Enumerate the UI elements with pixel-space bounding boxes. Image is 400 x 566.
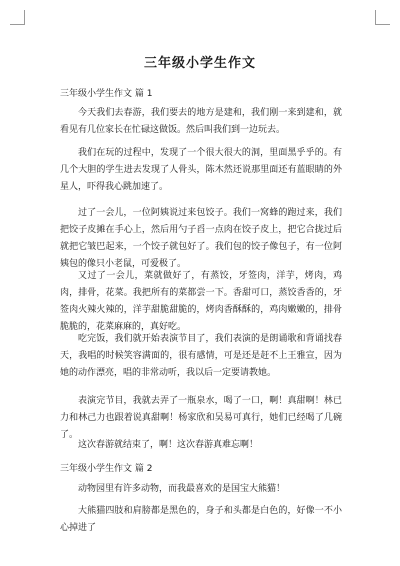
paragraph: 这次春游就结束了，啊！这次春游真难忘啊！ bbox=[78, 440, 259, 450]
paragraph: 大熊猫四肢和肩膀都是黑色的，身子和头都是白色的，好像一不小心掉进了 bbox=[60, 506, 342, 533]
corner-mark-top-right bbox=[375, 10, 390, 25]
section-heading: 三年级小学生作文 篇 2 bbox=[60, 464, 153, 474]
paragraph: 又过了一会儿，菜就做好了，有蒸饺，牙签肉，洋芋，烤肉，鸡肉，排骨，花菜。我把所有的菜都尝一下。香甜可口，蒸饺香香的，牙签肉火辣火辣的，洋芋甜脆甜脆的，烤肉香酥酥的，鸡肉嫩嫩的，排骨脆脆的，花菜麻麻的，真好吃。 bbox=[60, 271, 342, 332]
paragraph: 表演完节目，我就去弄了一瓶泉水，喝了一口，啊！真甜啊！林已力和林己力也跟着说真甜啊！杨家欣和吴易可真行，她们已经喝了几碗了。 bbox=[60, 396, 342, 440]
paragraph: 我们在玩的过程中，发现了一个很大很大的洞，里面黑乎乎的。有几个大胆的学生进去发现了人骨头，陈木然还说那里面还有蓝眼睛的外星人，吓得我心跳加速了。 bbox=[60, 148, 342, 192]
paragraph: 动物园里有许多动物，而我最喜欢的是国宝大熊猫！ bbox=[78, 484, 286, 494]
paragraph: 过了一会儿，一位阿姨说过来包饺子。我们一窝蜂的跑过来，我们把饺子皮摊在手心上，然后用勺子舀一点肉在饺子皮上，把它合拢过后就把它皱巴起来，一个饺子就包好了。我们包的饺子像包子，有一位阿姨包的像只小老鼠，可爱极了。 bbox=[60, 208, 342, 269]
corner-mark-top-left bbox=[10, 10, 25, 25]
section-heading: 三年级小学生作文 篇 1 bbox=[60, 89, 153, 99]
paragraph: 吃完饭，我们就开始表演节目了，我们表演的是朗诵歌和背诵找春天，我唱的时候笑容满面的，很有感情，可是还是赶不上王雅宣，因为她的动作漂亮，唱的非常动听，我以后一定要请教她。 bbox=[60, 334, 342, 378]
document-title: 三年级小学生作文 bbox=[143, 56, 256, 71]
paragraph: 今天我们去春游，我们要去的地方是建和，我们刚一来到建和，就看见有几位家长在忙碌这做饭。然后叫我们到一边玩去。 bbox=[60, 108, 342, 135]
